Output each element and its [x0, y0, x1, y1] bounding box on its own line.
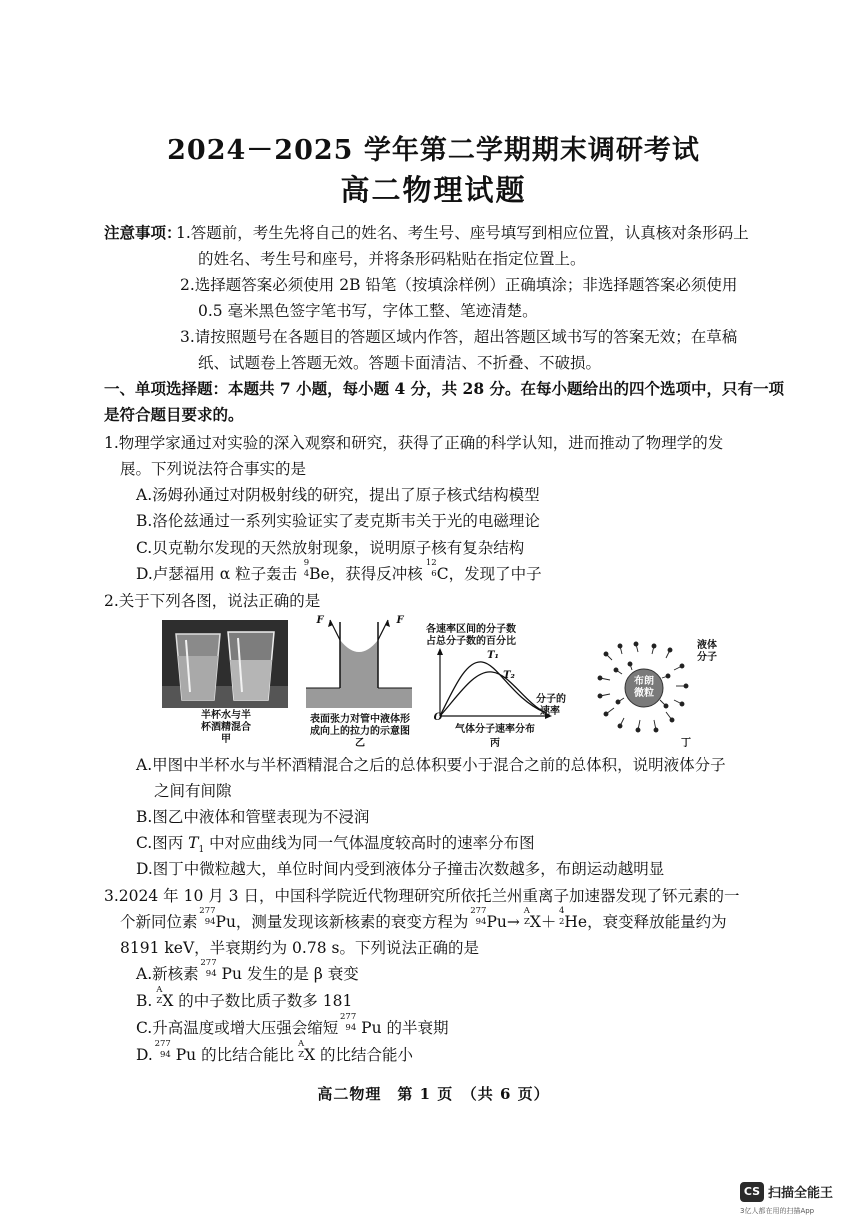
- figure-yi-label: 乙: [355, 738, 365, 749]
- figure-ding-liquid-line1: 液体: [697, 640, 717, 651]
- figure-ding-particle-line1: 布朗: [634, 676, 654, 687]
- q3-stem-line1: 3.2024 年 10 月 3 日，中国科学院近代物理研究所依托兰州重离子加速器发现了钚元素的一: [104, 887, 740, 905]
- q1-option-c: C.贝克勒尔发现的天然放射现象，说明原子核有复杂结构: [136, 539, 525, 557]
- scanner-logo-icon: CS: [740, 1182, 764, 1202]
- scanner-app-name: 扫描全能王: [768, 1186, 834, 1201]
- q3-stem-line2: 个新同位素 277 94 Pu，测量发现该新核素的衰变方程为 277 94 Pu→ A Z X＋ 4 2 He，衰变释放能量约为: [120, 906, 727, 931]
- q2-option-b: B.图乙中液体和管壁表现为不浸润: [136, 808, 370, 826]
- notice-item3-line2: 纸、试题卷上答题无效。答题卡面清洁、不折叠、不破损。: [198, 354, 602, 372]
- q3-option-a: A.新核素 277 94 Pu 发生的是 β 衰变: [136, 958, 359, 983]
- q1-option-b: B.洛伦兹通过一系列实验证实了麦克斯韦关于光的电磁理论: [136, 512, 540, 530]
- exam-subtitle: 高二物理试题: [340, 173, 527, 207]
- figure-ding-liquid-line2: 分子: [697, 652, 717, 663]
- figure-ding-label: 丁: [681, 738, 691, 749]
- figure-yi-diagram: [304, 616, 414, 712]
- figure-bing-label: 丙: [490, 738, 500, 749]
- figure-jia-caption-line1: 半杯水与半: [201, 710, 251, 721]
- q2-option-a-line1: A.甲图中半杯水与半杯酒精混合之后的总体积要小于混合之前的总体积，说明液体分子: [136, 756, 726, 774]
- q2-option-c: C.图丙 $T_1$ 中对应曲线为同一气体温度较高时的速率分布图: [136, 834, 535, 856]
- notice-item1-line2: 的姓名、考生号和座号，并将条形码粘贴在指定位置上。: [198, 250, 586, 268]
- figure-bing-xlabel-line2: 速率: [540, 706, 560, 717]
- figure-bing-curve-t2: T₂: [503, 670, 515, 681]
- figure-yi-force-right: F: [396, 615, 404, 626]
- section1-heading-line2: 是符合题目要求的。: [104, 405, 244, 424]
- q3-option-b: B. A Z X 的中子数比质子数多 181: [136, 985, 353, 1010]
- figure-jia-photo: [162, 620, 288, 708]
- notice-item1-line1: 1.答题前，考生先将自己的姓名、考生号、座号填写到相应位置，认真核对条形码上: [176, 224, 749, 242]
- notice-item2-line2: 0.5 毫米黑色签字笔书写，字体工整、笔迹清楚。: [198, 302, 538, 320]
- notice-label: 注意事项：: [104, 223, 182, 242]
- notice-item3-line1: 3.请按照题号在各题目的答题区域内作答，超出答题区域书写的答案无效；在草稿: [180, 328, 738, 346]
- section1-heading-line1: 一、单项选择题：本题共 7 小题，每小题 4 分，共 28 分。在每小题给出的四个选项中，只有一项: [104, 379, 785, 398]
- notice-item2-line1: 2.选择题答案必须使用 2B 铅笔（按填涂样例）正确填涂；非选择题答案必须使用: [180, 276, 738, 294]
- figure-yi-force-left: F: [316, 615, 324, 626]
- figure-bing-caption: 气体分子速率分布: [455, 724, 535, 735]
- figure-bing-ylabel-line1: 各速率区间的分子数: [426, 624, 516, 635]
- q3-option-c: C.升高温度或增大压强会缩短 277 94 Pu 的半衰期: [136, 1012, 449, 1037]
- q1-stem-line1: 1.物理学家通过对实验的深入观察和研究，获得了正确的科学认知，进而推动了物理学的发: [104, 434, 724, 452]
- figure-jia-caption-line2: 杯酒精混合: [201, 722, 251, 733]
- figure-jia-label: 甲: [221, 734, 231, 745]
- q3-option-d: D. 277 94 Pu 的比结合能比 A Z X 的比结合能小: [136, 1039, 414, 1064]
- q1-stem-line2: 展。下列说法符合事实的是: [120, 460, 307, 478]
- figure-yi-caption-line1: 表面张力对管中液体形: [310, 714, 410, 725]
- q3-stem-line3: 8191 keV，半衰期约为 0.78 s。下列说法正确的是: [120, 939, 479, 957]
- figure-bing-origin: O: [433, 712, 443, 723]
- q2-option-a-line2: 之间有间隙: [154, 782, 232, 800]
- figure-bing-curve-t1: T₁: [487, 650, 499, 661]
- exam-title: 2024－2025 学年第二学期期末调研考试: [167, 135, 700, 166]
- q1-option-d: D.卢瑟福用 α 粒子轰击 9 4 Be，获得反冲核 12 6 C，发现了中子: [136, 558, 542, 583]
- page-footer: 高二物理 第 1 页 （共 6 页）: [317, 1085, 550, 1103]
- figure-ding-particle-line2: 微粒: [634, 688, 654, 699]
- figure-yi-caption-line2: 成向上的拉力的示意图: [310, 726, 410, 737]
- q1-option-a: A.汤姆孙通过对阴极射线的研究，提出了原子核式结构模型: [136, 486, 540, 504]
- q2-option-d: D.图丁中微粒越大，单位时间内受到液体分子撞击次数越多，布朗运动越明显: [136, 860, 665, 878]
- figure-bing-xlabel-line1: 分子的: [536, 694, 566, 705]
- q2-stem: 2.关于下列各图，说法正确的是: [104, 592, 321, 610]
- figure-bing-ylabel-line2: 占总分子数的百分比: [426, 636, 516, 647]
- scanner-tagline: 3亿人都在用的扫描App: [740, 1207, 815, 1215]
- glasses-photo-illustration: [162, 620, 288, 708]
